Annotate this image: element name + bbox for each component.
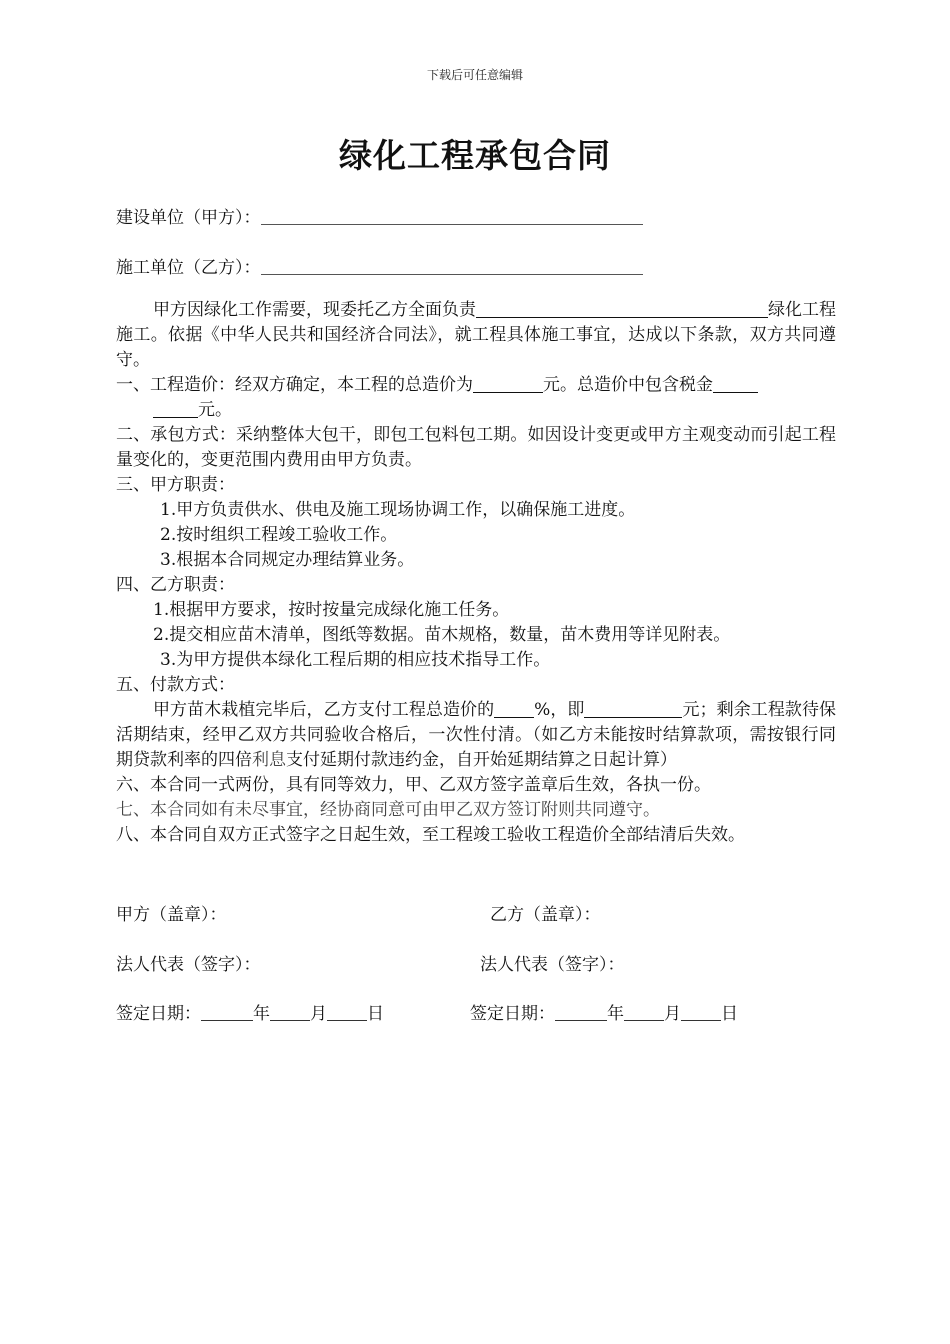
s5-text-a: 甲方苗木栽植完毕后，乙方支付工程总造价的 [153,700,495,720]
s3-item: 2.按时组织工程竣工验收工作。 [160,525,398,545]
party-b-seal: 乙方（盖章）： [490,905,601,925]
s3-item: 1.甲方负责供水、供电及施工现场协调工作，以确保施工进度。 [160,500,636,520]
month-blank [270,1005,310,1021]
section-4-heading: 四、乙方职责： [116,575,235,595]
party-b-date [470,999,738,1024]
header-note: 下载后可任意编辑 [426,68,523,82]
s5-text-d: 利息 [252,750,286,770]
s5-text-b: %，即 [534,700,585,720]
month-blank [624,1005,664,1021]
s4-item: 1.根据甲方要求，按时按量完成绿化施工任务。 [153,600,510,620]
section-2: 二、承包方式：采纳整体大包干，即包工包料包工期。如因设计变更或甲方主观变动而引起工程量变化的，变更范围内费用由甲方负责。 [116,425,836,470]
s3-item: 3.根据本合同规定办理结算业务。 [160,550,415,570]
intro-text-1: 甲方因绿化工作需要，现委托乙方全面负责 [153,300,476,320]
tax-blank-2 [153,399,198,418]
section-1 [116,373,836,423]
party-a-blank [261,210,643,225]
section-6: 六、本合同一式两份，具有同等效力，甲、乙双方签字盖章后生效，各执一份。 [116,775,711,795]
party-b-representative: 法人代表（签字）： [480,955,625,975]
party-b-blank [261,260,643,275]
month-label: 月 [310,1004,327,1024]
date-label: 签定日期： [470,1004,555,1024]
s1-text-b: 元。总造价中包含税金 [543,375,713,395]
date-label: 签定日期： [116,1004,201,1024]
s4-item: 2.提交相应苗木清单，图纸等数据。苗木规格，数量，苗木费用等详见附表。 [153,625,731,645]
year-label: 年 [607,1004,624,1024]
party-a-seal: 甲方（盖章）： [116,905,227,925]
tax-blank-1 [713,374,758,393]
section-3-heading: 三、甲方职责： [116,475,235,495]
document-title: 绿化工程承包合同 [339,136,611,175]
day-label: 日 [367,1004,384,1024]
section-5-heading: 五、付款方式： [116,675,235,695]
total-price-blank [473,374,543,393]
year-blank [555,1005,607,1021]
intro-text-2: 绿化工程施工。依据《中华人民共和国经济合同法》，就工程具体施工事宜，达成以下条款，双方共同遵守。 [116,300,836,370]
day-blank [681,1005,721,1021]
party-a-date [116,999,384,1024]
year-blank [201,1005,253,1021]
s5-text-c: 元；剩余工程款待保活期结束，经甲乙双方共同验收合格后，一次性付清。（如乙方未能按时结算款项，需按银行同期贷款利率的四倍 [116,700,837,770]
month-label: 月 [664,1004,681,1024]
contract-body [116,298,836,848]
day-blank [327,1005,367,1021]
percent-blank [494,699,534,718]
party-a-row [116,203,643,228]
section-5-body [116,698,836,773]
intro-paragraph [116,298,836,373]
year-label: 年 [253,1004,270,1024]
s1-text-c: 元。 [198,400,232,420]
payment-blank [584,699,682,718]
party-b-row [116,253,643,278]
party-a-representative: 法人代表（签字）： [116,955,261,975]
project-name-blank [476,299,768,318]
day-label: 日 [721,1004,738,1024]
party-a-label: 建设单位（甲方）： [116,208,261,228]
section-8: 八、本合同自双方正式签字之日起生效，至工程竣工验收工程造价全部结清后失效。 [116,825,745,845]
section-7: 七、本合同如有未尽事宜，经协商同意可由甲乙双方签订附则共同遵守。 [116,800,660,820]
party-b-label: 施工单位（乙方）： [116,258,261,278]
s4-item: 3.为甲方提供本绿化工程后期的相应技术指导工作。 [160,650,551,670]
s5-text-e: 支付延期付款违约金，自开始延期结算之日起计算） [286,750,677,770]
s1-text-a: 一、工程造价：经双方确定，本工程的总造价为 [116,375,473,395]
